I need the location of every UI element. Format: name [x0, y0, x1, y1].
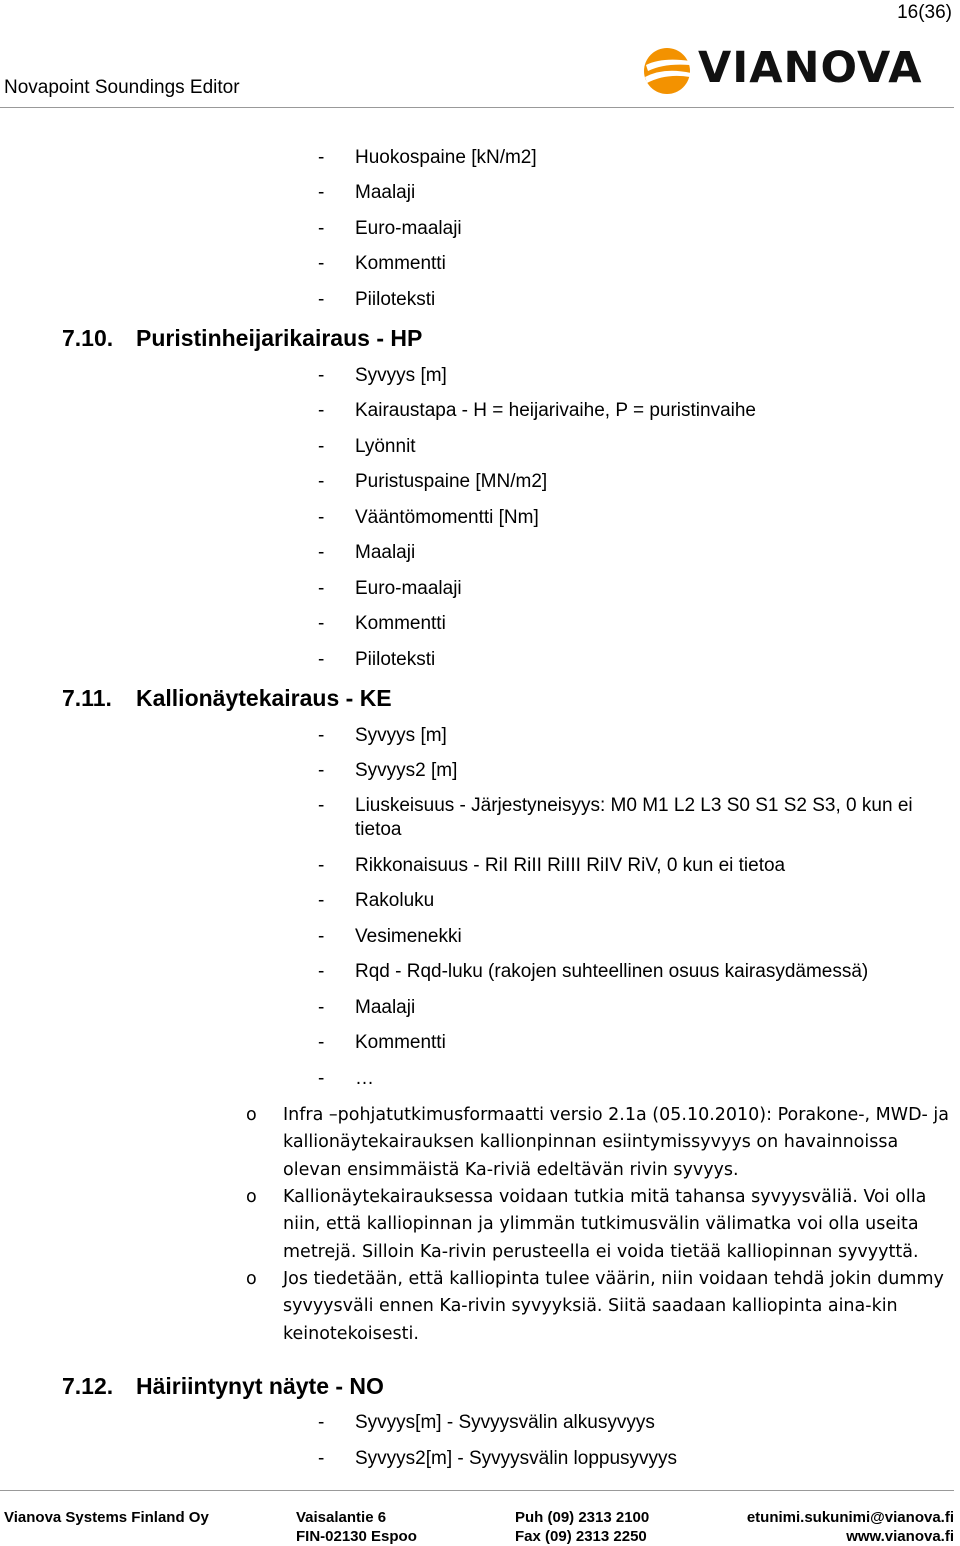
footer-divider	[0, 1490, 954, 1491]
footer-contact	[747, 1508, 954, 1546]
header-divider	[0, 107, 954, 108]
section-number: 7.12.	[62, 1373, 114, 1399]
email-link[interactable]: etunimi.sukunimi@vianova.fi	[746, 1509, 954, 1526]
note-item: o Jos tiedetään, että kalliopinta tulee väärin, niin voidaan tehdä jokin dummy syvyysväli ennen Ka-rivin syvyyksiä. Siitä saadaan kalliopinta aina-kin keinotekoisesti.	[246, 1269, 944, 1344]
phone-number: Puh (09) 2313 2100	[515, 1509, 650, 1526]
vianova-logo-icon	[642, 43, 694, 97]
section-title: Puristinheijarikairaus - HP	[136, 325, 423, 351]
street-address: Vaisalantie 6	[296, 1509, 387, 1526]
website-link[interactable]: www.vianova.fi	[846, 1528, 954, 1545]
note-item: o Kallionäytekairauksessa voidaan tutkia mitä tahansa syvyysväliä. Voi olla niin, että kalliopinnan ja ylimmän tutkimusvälin välimatka voi olla useita metrejä. Silloin Ka-rivin perusteella ei voida tietää kalliopinnan syvyyttä.	[246, 1187, 927, 1262]
section-heading	[62, 684, 392, 712]
fax-number: Fax (09) 2313 2250	[515, 1528, 647, 1545]
logo-wordmark: VIANOVA	[698, 43, 923, 93]
page-number: 16(36)	[897, 2, 952, 23]
section-heading	[62, 1372, 384, 1400]
document-title: Novapoint Soundings Editor	[4, 77, 240, 98]
postal-address: FIN-02130 Espoo	[296, 1528, 417, 1545]
section-number: 7.11.	[62, 685, 112, 711]
footer-phone	[515, 1508, 649, 1546]
company-name: Vianova Systems Finland Oy	[4, 1509, 209, 1526]
section-title: Kallionäytekairaus - KE	[136, 685, 392, 711]
vianova-logo	[642, 43, 954, 97]
section-title: Häiriintynyt näyte - NO	[136, 1373, 384, 1399]
footer-company	[4, 1508, 209, 1527]
section-number: 7.10.	[62, 325, 114, 351]
footer-address	[296, 1508, 417, 1546]
note-item: o Infra –pohjatutkimusformaatti versio 2.1a (05.10.2010): Porakone-, MWD- ja kallionäytekairauksen kallionpinnan esiintymissyvyys on havainnoissa olevan ensimmäistä Ka-riviä edeltävän rivin syvyys.	[246, 1105, 950, 1180]
section-heading	[62, 324, 422, 352]
